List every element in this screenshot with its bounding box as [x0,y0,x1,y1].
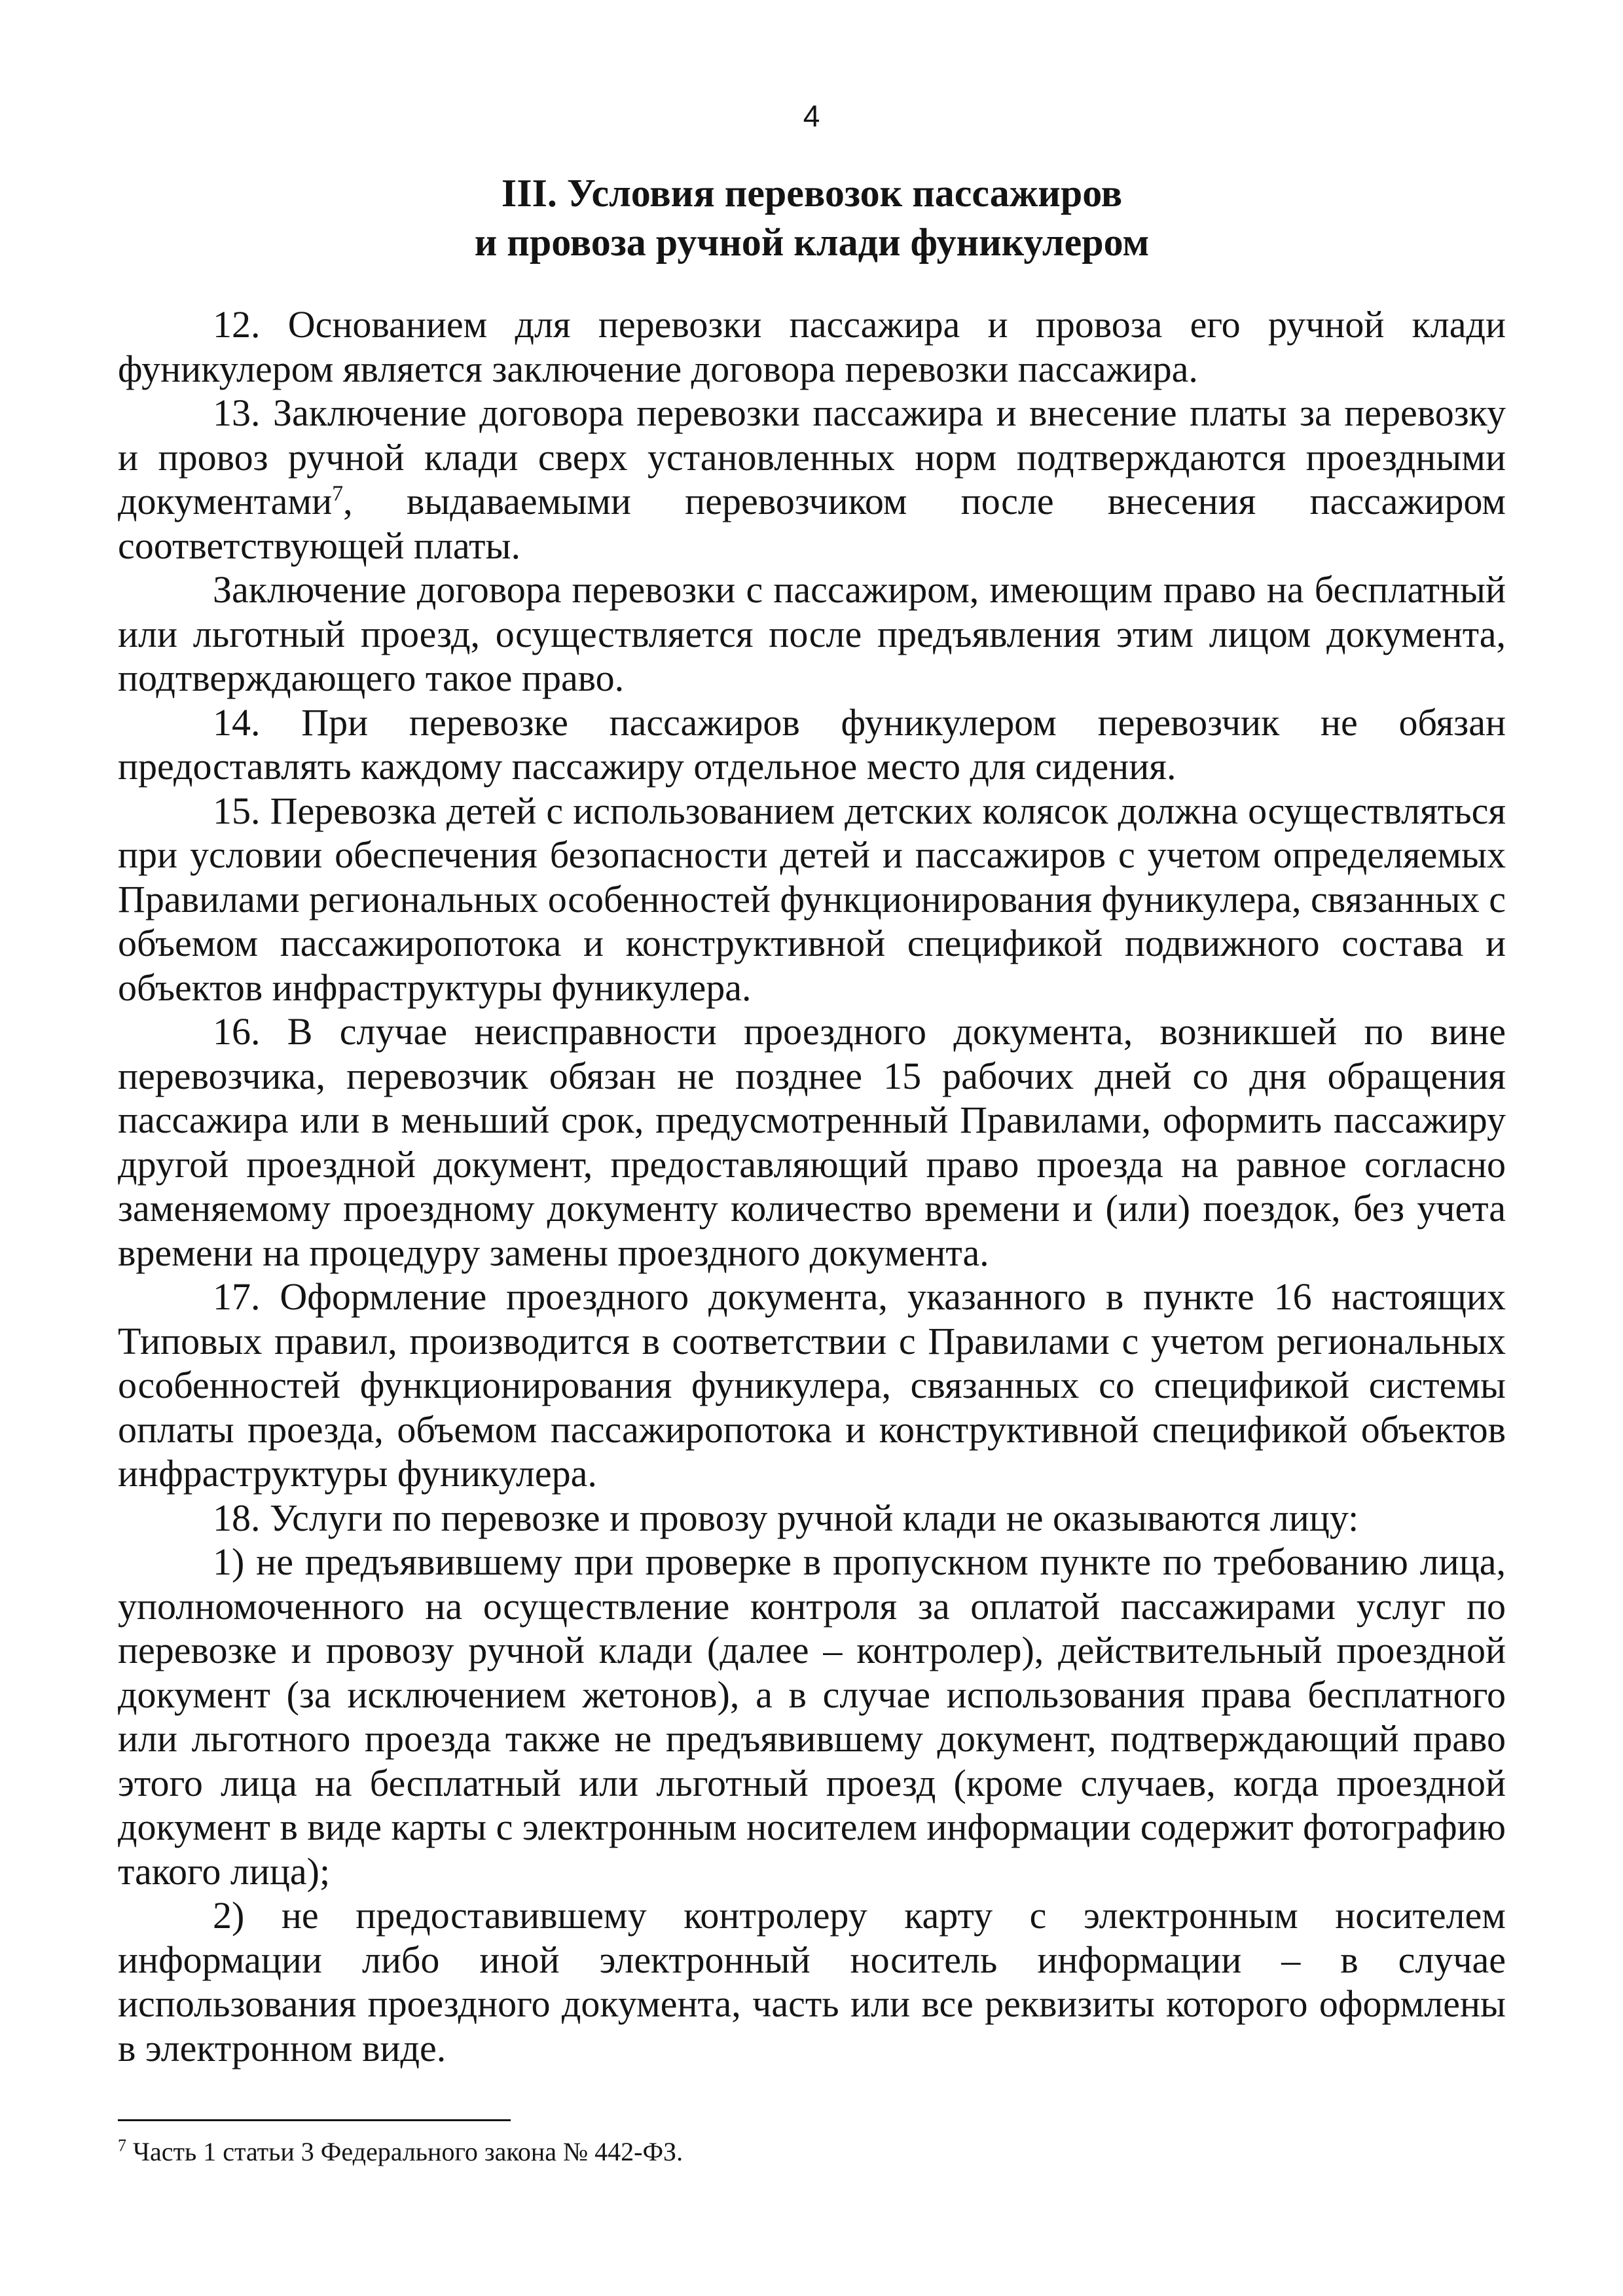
section-title [118,169,1506,267]
paragraph-13 [118,391,1506,568]
footnote-text: Часть 1 статьи 3 Федерального закона № 442-ФЗ. [126,2137,684,2166]
footnote-marker: 7 [118,2136,126,2155]
paragraph-15: 15. Перевозка детей с использованием детских колясок должна осуществляться при условии обеспечения безопасности детей и пассажиров с учетом определяемых Правилами региональных особенностей функционирования фуникулера, связанных с объемом пассажиропотока и конструктивной спецификой подвижного состава и объектов инфраструктуры фуникулера. [118,789,1506,1009]
document-body [118,302,1506,2070]
paragraph-17: 17. Оформление проездного документа, указанного в пункте 16 настоящих Типовых правил, производится в соответствии с Правилами с учетом региональных особенностей функционирования фуникулера, связанных со спецификой системы оплаты проезда, объемом пассажиропотока и конструктивной спецификой объектов инфраструктуры фуникулера. [118,1275,1506,1495]
footnote-divider [118,2119,511,2121]
footnote [118,2136,1506,2168]
paragraph-13-text: 13. Заключение договора перевозки пассажира и внесение платы за перевозку и провоз ручной клади сверх установленных норм подтверждаются проездными документами [118,392,1506,522]
paragraph-18-item-2: 2) не предоставившему контролеру карту с электронным носителем информации либо иной электронный носитель информации – в случае использования проездного документа, часть или все реквизиты которого оформлены в электронном виде. [118,1894,1506,2069]
footnote-reference: 7 [332,481,344,506]
paragraph-13-text-end: , выдаваемыми перевозчиком после внесения пассажиром соответствующей платы. [118,480,1506,567]
page-number: 4 [803,99,820,133]
paragraph-18: 18. Услуги по перевозке и провозу ручной клади не оказываются лицу: [213,1496,1359,1539]
paragraph-14: 14. При перевозке пассажиров фуникулером перевозчик не обязан предоставлять каждому пассажиру отдельное место для сидения. [118,701,1506,788]
section-title-line-1: III. Условия перевозок пассажиров [501,172,1123,215]
paragraph-13-continued: Заключение договора перевозки с пассажиром, имеющим право на бесплатный или льготный проезд, осуществляется после предъявления этим лицом документа, подтверждающего такое право. [118,568,1506,699]
paragraph-18-item-1: 1) не предъявившему при проверке в пропускном пункте по требованию лица, уполномоченного на осуществление контроля за оплатой пассажирами услуг по перевозке и провозу ручной клади (далее – контролер), действительный проездной документ (за исключением жетонов), а в случае использования права бесплатного или льготного проезда также не предъявившему документ, подтверждающий право этого лица на бесплатный или льготный проезд (кроме случаев, когда проездной документ в виде карты с электронным носителем информации содержит фотографию такого лица); [118,1540,1506,1893]
section-title-line-2: и провоза ручной клади фуникулером [474,221,1150,264]
paragraph-16: 16. В случае неисправности проездного документа, возникшей по вине перевозчика, перевозчик обязан не позднее 15 рабочих дней со дня обращения пассажира или в меньший срок, предусмотренный Правилами, оформить пассажиру другой проездной документ, предоставляющий право проезда на равное согласно заменяемому проездному документу количество времени и (или) поездок, без учета времени на процедуру замены проездного документа. [118,1010,1506,1274]
paragraph-12: 12. Основанием для перевозки пассажира и провоза его ручной клади фуникулером является заключение договора перевозки пассажира. [118,303,1506,390]
